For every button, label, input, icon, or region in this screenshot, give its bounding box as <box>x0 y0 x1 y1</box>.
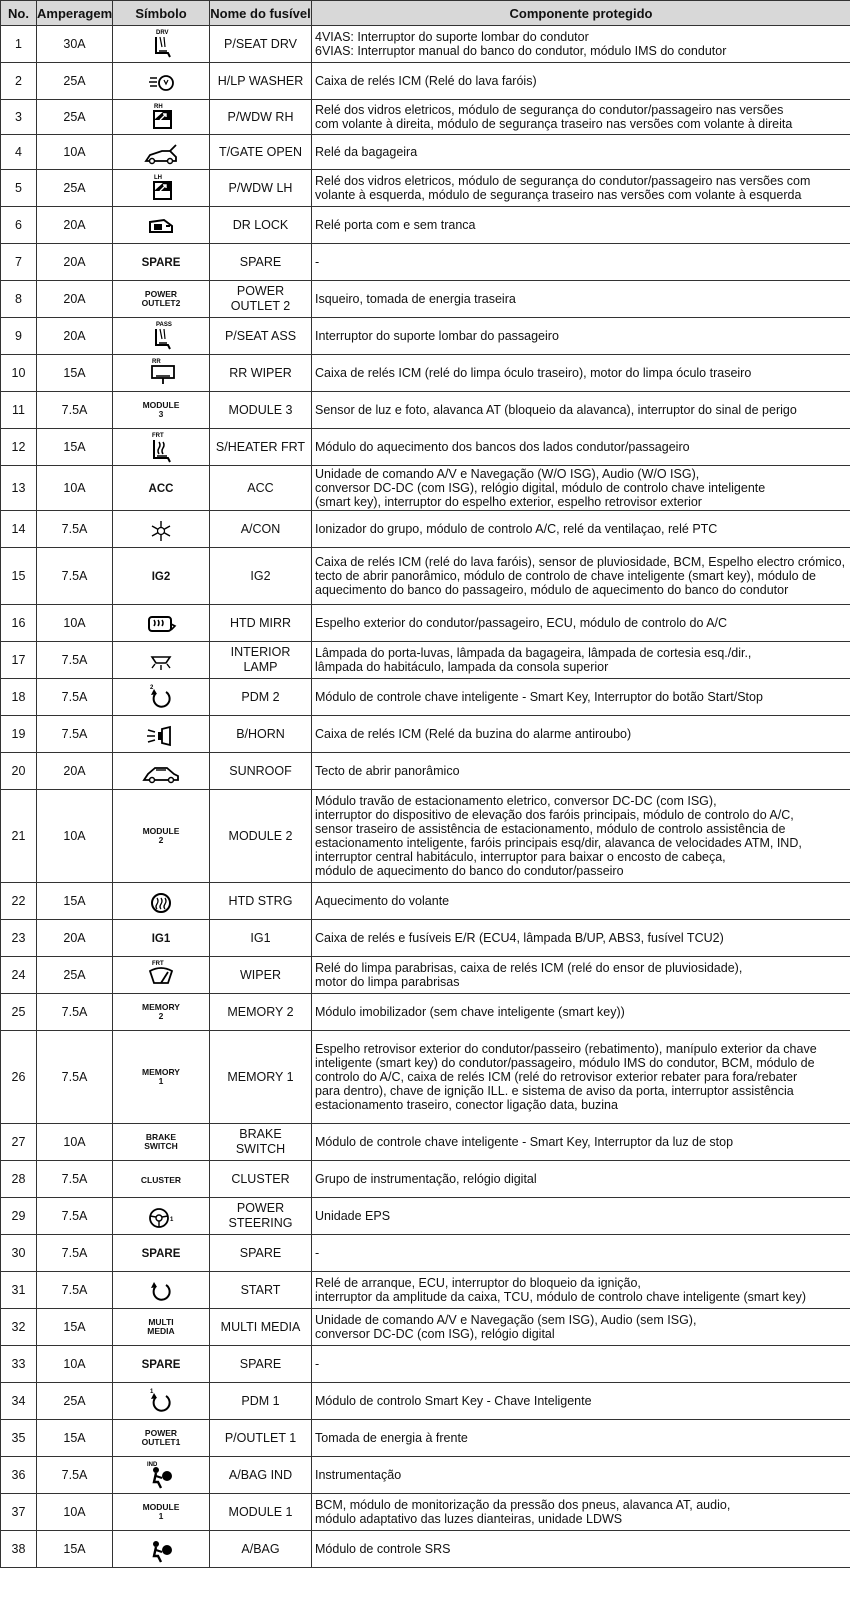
symbol-text: POWER OUTLET1 <box>141 1427 181 1447</box>
row-fuse-name: MODULE 1 <box>210 1494 312 1531</box>
row-number: 1 <box>1 26 37 63</box>
row-number: 31 <box>1 1272 37 1309</box>
table-row <box>1 1531 850 1568</box>
row-fuse-name: P/SEAT ASS <box>210 318 312 355</box>
row-fuse-name: INTERIOR LAMP <box>210 642 312 679</box>
seat-icon <box>140 27 182 61</box>
seat-heater-icon <box>140 430 182 464</box>
row-fuse-name: BRAKE SWITCH <box>210 1124 312 1161</box>
row-fuse-name: SPARE <box>210 1235 312 1272</box>
row-component: Módulo de controlo Smart Key - Chave Inteligente <box>312 1383 850 1420</box>
row-amperage: 7.5A <box>37 1272 113 1309</box>
row-number: 24 <box>1 957 37 994</box>
table-row <box>1 63 850 100</box>
row-amperage: 7.5A <box>37 511 113 548</box>
row-symbol <box>113 26 210 63</box>
row-symbol <box>113 1531 210 1568</box>
row-component: Sensor de luz e foto, alavanca AT (bloqueio da alavanca), interruptor do sinal de perigo <box>312 392 850 429</box>
symbol-label: DRV <box>156 30 169 36</box>
table-row <box>1 244 850 281</box>
row-symbol <box>113 100 210 135</box>
symbol-label: FRT <box>152 433 164 439</box>
row-symbol <box>113 1198 210 1235</box>
row-component: Caixa de relés e fusíveis E/R (ECU4, lâmpada B/UP, ABS3, fusível TCU2) <box>312 920 850 957</box>
row-amperage: 25A <box>37 957 113 994</box>
row-component: Unidade de comando A/V e Navegação (sem ISG), Audio (sem ISG), conversor DC-DC (com ISG), relógio digital <box>312 1309 850 1346</box>
row-symbol <box>113 392 210 429</box>
table-row <box>1 170 850 207</box>
table-row <box>1 605 850 642</box>
row-number: 18 <box>1 679 37 716</box>
row-symbol <box>113 1457 210 1494</box>
row-component: Módulo de controle chave inteligente - Smart Key, Interruptor da luz de stop <box>312 1124 850 1161</box>
row-amperage: 25A <box>37 100 113 135</box>
row-symbol <box>113 1272 210 1309</box>
row-symbol <box>113 957 210 994</box>
table-row <box>1 1161 850 1198</box>
row-number: 23 <box>1 920 37 957</box>
row-amperage: 10A <box>37 135 113 170</box>
rotate-arrow-icon <box>140 680 182 714</box>
row-fuse-name: SUNROOF <box>210 753 312 790</box>
row-symbol <box>113 207 210 244</box>
row-number: 26 <box>1 1031 37 1124</box>
airbag-icon <box>140 1458 182 1492</box>
row-number: 8 <box>1 281 37 318</box>
row-amperage: 15A <box>37 1531 113 1568</box>
row-amperage: 7.5A <box>37 1457 113 1494</box>
row-amperage: 7.5A <box>37 679 113 716</box>
row-component: Módulo de controle SRS <box>312 1531 850 1568</box>
row-fuse-name: T/GATE OPEN <box>210 135 312 170</box>
row-fuse-name: H/LP WASHER <box>210 63 312 100</box>
row-component: Ionizador do grupo, módulo de controlo A/C, relé da ventilaçao, relé PTC <box>312 511 850 548</box>
row-number: 16 <box>1 605 37 642</box>
row-component: Isqueiro, tomada de energia traseira <box>312 281 850 318</box>
row-number: 4 <box>1 135 37 170</box>
row-amperage: 20A <box>37 244 113 281</box>
row-amperage: 7.5A <box>37 392 113 429</box>
symbol-text: MODULE 2 <box>142 825 180 845</box>
row-amperage: 7.5A <box>37 994 113 1031</box>
row-amperage: 7.5A <box>37 1235 113 1272</box>
row-fuse-name: SPARE <box>210 244 312 281</box>
symbol-label: FRT <box>152 961 164 967</box>
row-fuse-name: HTD STRG <box>210 883 312 920</box>
symbol-text: IG2 <box>151 571 171 583</box>
symbol-label: PASS <box>156 322 172 328</box>
row-component: Caixa de relés ICM (relé do limpa óculo traseiro), motor do limpa óculo traseiro <box>312 355 850 392</box>
row-number: 35 <box>1 1420 37 1457</box>
table-row <box>1 135 850 170</box>
table-row <box>1 548 850 605</box>
row-fuse-name: B/HORN <box>210 716 312 753</box>
row-fuse-name: POWER STEERING <box>210 1198 312 1235</box>
table-row <box>1 1383 850 1420</box>
table-row <box>1 753 850 790</box>
row-component: Módulo do aquecimento dos bancos dos lados condutor/passageiro <box>312 429 850 466</box>
symbol-label: 1 <box>150 1389 154 1395</box>
row-component: Relé dos vidros eletricos, módulo de segurança do condutor/passageiro nas versões com volante à esquerda, módulo de segurança traseiro nas versões com volante à esquerda <box>312 170 850 207</box>
symbol-label: IND <box>147 1462 158 1468</box>
row-symbol <box>113 548 210 605</box>
row-component: Unidade de comando A/V e Navegação (W/O ISG), Audio (W/O ISG), conversor DC-DC (com ISG), relógio digital, módulo de controlo chave inteligente (smart key), interruptor do espelho exterior, espelho retrovisor exterior <box>312 466 850 511</box>
row-symbol <box>113 920 210 957</box>
row-amperage: 15A <box>37 355 113 392</box>
row-number: 20 <box>1 753 37 790</box>
row-fuse-name: PDM 1 <box>210 1383 312 1420</box>
row-fuse-name: A/BAG IND <box>210 1457 312 1494</box>
symbol-text: MODULE 1 <box>142 1501 180 1521</box>
row-number: 12 <box>1 429 37 466</box>
row-fuse-name: HTD MIRR <box>210 605 312 642</box>
seat-icon <box>140 319 182 353</box>
header-symbol: Símbolo <box>113 1 210 26</box>
rotate-arrow-icon <box>140 1384 182 1418</box>
row-amperage: 15A <box>37 1309 113 1346</box>
row-amperage: 25A <box>37 1383 113 1420</box>
row-number: 22 <box>1 883 37 920</box>
row-amperage: 10A <box>37 605 113 642</box>
row-symbol <box>113 170 210 207</box>
row-symbol <box>113 63 210 100</box>
symbol-text: MULTI MEDIA <box>147 1316 175 1336</box>
sunroof-car-icon <box>140 754 182 788</box>
row-number: 11 <box>1 392 37 429</box>
symbol-text: CLUSTER <box>140 1175 182 1185</box>
row-number: 33 <box>1 1346 37 1383</box>
row-component: Interruptor do suporte lombar do passageiro <box>312 318 850 355</box>
symbol-text: MEMORY 2 <box>142 1001 180 1021</box>
header-component: Componente protegido <box>312 1 850 26</box>
table-row <box>1 790 850 883</box>
table-row <box>1 392 850 429</box>
row-fuse-name: S/HEATER FRT <box>210 429 312 466</box>
row-amperage: 15A <box>37 1420 113 1457</box>
row-fuse-name: WIPER <box>210 957 312 994</box>
row-fuse-name: MEMORY 2 <box>210 994 312 1031</box>
row-fuse-name: ACC <box>210 466 312 511</box>
row-fuse-name: P/WDW LH <box>210 170 312 207</box>
row-number: 9 <box>1 318 37 355</box>
row-symbol <box>113 994 210 1031</box>
tailgate-icon <box>140 135 182 169</box>
row-number: 10 <box>1 355 37 392</box>
row-symbol <box>113 511 210 548</box>
row-symbol <box>113 1235 210 1272</box>
row-component: Relé porta com e sem tranca <box>312 207 850 244</box>
symbol-label: RH <box>154 104 163 110</box>
row-amperage: 10A <box>37 1494 113 1531</box>
row-component: Tomada de energia à frente <box>312 1420 850 1457</box>
headlamp-washer-icon <box>140 64 182 98</box>
header-row <box>1 1 850 26</box>
row-fuse-name: IG2 <box>210 548 312 605</box>
table-row <box>1 957 850 994</box>
row-fuse-name: RR WIPER <box>210 355 312 392</box>
symbol-text: BRAKE SWITCH <box>144 1131 178 1151</box>
row-number: 25 <box>1 994 37 1031</box>
row-amperage: 15A <box>37 883 113 920</box>
row-symbol <box>113 244 210 281</box>
row-number: 19 <box>1 716 37 753</box>
row-fuse-name: P/SEAT DRV <box>210 26 312 63</box>
steering-wheel-icon <box>140 1199 182 1233</box>
row-component: Caixa de relés ICM (Relé da buzina do alarme antiroubo) <box>312 716 850 753</box>
row-number: 6 <box>1 207 37 244</box>
table-row <box>1 1124 850 1161</box>
rotate-arrow-icon <box>140 1273 182 1307</box>
row-component: Relé dos vidros eletricos, módulo de segurança do condutor/passageiro nas versões com volante à direita, módulo de segurança traseiro nas versões com volante à direita <box>312 100 850 135</box>
row-component: Relé do limpa parabrisas, caixa de relés ICM (relé do ensor de pluviosidade), motor do limpa parabrisas <box>312 957 850 994</box>
row-amperage: 10A <box>37 466 113 511</box>
row-amperage: 7.5A <box>37 548 113 605</box>
table-row <box>1 1031 850 1124</box>
power-window-icon <box>140 171 182 205</box>
row-component: - <box>312 1235 850 1272</box>
row-component: BCM, módulo de monitorização da pressão dos pneus, alavanca AT, audio, módulo adaptativo das luzes dianteiras, unidade LDWS <box>312 1494 850 1531</box>
table-row <box>1 1457 850 1494</box>
heated-steering-icon <box>140 884 182 918</box>
row-number: 21 <box>1 790 37 883</box>
row-component: Instrumentação <box>312 1457 850 1494</box>
row-number: 3 <box>1 100 37 135</box>
table-row <box>1 355 850 392</box>
row-fuse-name: P/OUTLET 1 <box>210 1420 312 1457</box>
row-amperage: 20A <box>37 318 113 355</box>
row-component: Espelho exterior do condutor/passageiro, ECU, módulo de controlo do A/C <box>312 605 850 642</box>
row-component: Caixa de relés ICM (Relé do lava faróis) <box>312 63 850 100</box>
symbol-text: ACC <box>148 483 174 495</box>
row-number: 28 <box>1 1161 37 1198</box>
row-component: 4VIAS: Interruptor do suporte lombar do condutor 6VIAS: Interruptor manual do banco do condutor, módulo IMS do condutor <box>312 26 850 63</box>
row-component: Unidade EPS <box>312 1198 850 1235</box>
row-number: 7 <box>1 244 37 281</box>
row-component: Módulo de controle chave inteligente - Smart Key, Interruptor do botão Start/Stop <box>312 679 850 716</box>
row-symbol <box>113 1031 210 1124</box>
row-number: 38 <box>1 1531 37 1568</box>
row-symbol <box>113 790 210 883</box>
row-number: 29 <box>1 1198 37 1235</box>
row-symbol <box>113 1346 210 1383</box>
row-number: 27 <box>1 1124 37 1161</box>
symbol-label: 2 <box>150 685 154 691</box>
row-fuse-name: CLUSTER <box>210 1161 312 1198</box>
row-fuse-name: A/CON <box>210 511 312 548</box>
row-fuse-name: SPARE <box>210 1346 312 1383</box>
row-symbol <box>113 281 210 318</box>
row-number: 30 <box>1 1235 37 1272</box>
row-symbol <box>113 1420 210 1457</box>
header-fuse-name: Nome do fusível <box>210 1 312 26</box>
row-symbol <box>113 642 210 679</box>
power-window-icon <box>140 100 182 134</box>
table-row <box>1 466 850 511</box>
row-number: 15 <box>1 548 37 605</box>
row-fuse-name: PDM 2 <box>210 679 312 716</box>
row-number: 5 <box>1 170 37 207</box>
table-row <box>1 1494 850 1531</box>
symbol-label: LH <box>154 175 162 181</box>
row-fuse-name: IG1 <box>210 920 312 957</box>
row-amperage: 25A <box>37 63 113 100</box>
row-number: 13 <box>1 466 37 511</box>
snowflake-icon <box>140 512 182 546</box>
row-symbol <box>113 1383 210 1420</box>
table-row <box>1 994 850 1031</box>
rear-wiper-icon <box>140 356 182 390</box>
row-symbol <box>113 883 210 920</box>
row-amperage: 20A <box>37 753 113 790</box>
row-component: Relé de arranque, ECU, interruptor do bloqueio da ignição, interruptor da amplitude da caixa, TCU, módulo de controlo chave inteligente (smart key) <box>312 1272 850 1309</box>
symbol-label: 1 <box>170 1217 174 1223</box>
row-symbol <box>113 716 210 753</box>
row-component: Espelho retrovisor exterior do condutor/passeiro (rebatimento), manípulo exterior da chave inteligente (smart key) do condutor/passageiro, módulo IMS do condutor, BCM, módulo de controlo do A/C, caixa de relés ICM (relé do retrovisor exterior rebater para fora/rebater para dentro), chave de ignição ILL. e sistema de aviso da porta, interruptor assistência estacionamento traseiro, conector ligação data, buzina <box>312 1031 850 1124</box>
symbol-text: SPARE <box>141 257 181 269</box>
row-number: 36 <box>1 1457 37 1494</box>
row-symbol <box>113 466 210 511</box>
row-amperage: 20A <box>37 920 113 957</box>
row-fuse-name: POWER OUTLET 2 <box>210 281 312 318</box>
heated-mirror-icon <box>140 606 182 640</box>
row-fuse-name: DR LOCK <box>210 207 312 244</box>
row-amperage: 20A <box>37 207 113 244</box>
table-row <box>1 642 850 679</box>
door-lock-icon <box>140 208 182 242</box>
row-amperage: 7.5A <box>37 1161 113 1198</box>
row-amperage: 10A <box>37 1346 113 1383</box>
table-row <box>1 1346 850 1383</box>
table-row <box>1 1309 850 1346</box>
row-component: Tecto de abrir panorâmico <box>312 753 850 790</box>
row-component: Grupo de instrumentação, relógio digital <box>312 1161 850 1198</box>
row-symbol <box>113 135 210 170</box>
row-symbol <box>113 753 210 790</box>
row-amperage: 7.5A <box>37 716 113 753</box>
row-fuse-name: MULTI MEDIA <box>210 1309 312 1346</box>
table-row <box>1 318 850 355</box>
table-row <box>1 679 850 716</box>
table-row <box>1 100 850 135</box>
table-row <box>1 883 850 920</box>
table-row <box>1 207 850 244</box>
row-amperage: 10A <box>37 1124 113 1161</box>
symbol-text: SPARE <box>141 1248 181 1260</box>
front-wiper-icon <box>140 958 182 992</box>
row-fuse-name: MODULE 3 <box>210 392 312 429</box>
header-no: No. <box>1 1 37 26</box>
row-component: Caixa de relés ICM (relé do lava faróis), sensor de pluviosidade, BCM, Espelho electro crómico, tecto de abrir panorâmico, módulo de controlo de chave inteligente (smart key), módulo de aquecimento do banco do passageiro, módulo de aquecimento do banco do condutor <box>312 548 850 605</box>
table-row <box>1 26 850 63</box>
row-symbol <box>113 355 210 392</box>
row-component: Lâmpada do porta-luvas, lâmpada da bagageira, lâmpada de cortesia esq./dir., lâmpada do habitáculo, lampada da consola superior <box>312 642 850 679</box>
row-amperage: 7.5A <box>37 642 113 679</box>
row-symbol <box>113 1124 210 1161</box>
symbol-label: RR <box>152 359 161 365</box>
row-amperage: 10A <box>37 790 113 883</box>
symbol-text: IG1 <box>151 933 171 945</box>
row-component: Relé da bagageira <box>312 135 850 170</box>
table-row <box>1 1235 850 1272</box>
row-amperage: 30A <box>37 26 113 63</box>
row-amperage: 20A <box>37 281 113 318</box>
row-number: 32 <box>1 1309 37 1346</box>
header-amperage: Amperagem <box>37 1 113 26</box>
row-number: 2 <box>1 63 37 100</box>
row-component: Aquecimento do volante <box>312 883 850 920</box>
row-amperage: 7.5A <box>37 1031 113 1124</box>
row-number: 14 <box>1 511 37 548</box>
row-component: Módulo imobilizador (sem chave inteligente (smart key)) <box>312 994 850 1031</box>
horn-icon <box>140 717 182 751</box>
table-row <box>1 1198 850 1235</box>
row-number: 34 <box>1 1383 37 1420</box>
airbag-icon <box>140 1532 182 1566</box>
row-component: - <box>312 1346 850 1383</box>
row-symbol <box>113 1494 210 1531</box>
row-fuse-name: MODULE 2 <box>210 790 312 883</box>
symbol-text: MODULE 3 <box>142 399 180 419</box>
row-symbol <box>113 605 210 642</box>
row-number: 17 <box>1 642 37 679</box>
row-number: 37 <box>1 1494 37 1531</box>
row-symbol <box>113 679 210 716</box>
row-fuse-name: P/WDW RH <box>210 100 312 135</box>
row-symbol <box>113 1161 210 1198</box>
table-row <box>1 920 850 957</box>
row-fuse-name: START <box>210 1272 312 1309</box>
row-component: Módulo travão de estacionamento eletrico, conversor DC-DC (com ISG), interruptor do dispositivo de elevação dos faróis principais, módulo de controlo do A/C, sensor traseiro de assistência de estacionamento, módulo de controlo assistência de estacionamento inteligente, faróis principais esq/dir, alavanca de velocidades ATM, IND, interruptor central habitáculo, interruptor para baixar o encosto de cabeça, módulo de aquecimento do banco do condutor/passeiro <box>312 790 850 883</box>
row-component: - <box>312 244 850 281</box>
symbol-text: SPARE <box>141 1359 181 1371</box>
row-amperage: 15A <box>37 429 113 466</box>
row-amperage: 25A <box>37 170 113 207</box>
row-symbol <box>113 1309 210 1346</box>
row-amperage: 7.5A <box>37 1198 113 1235</box>
row-symbol <box>113 318 210 355</box>
symbol-text: MEMORY 1 <box>142 1066 180 1086</box>
table-row <box>1 281 850 318</box>
table-row <box>1 429 850 466</box>
row-fuse-name: MEMORY 1 <box>210 1031 312 1124</box>
table-row <box>1 511 850 548</box>
table-row <box>1 1420 850 1457</box>
row-symbol <box>113 429 210 466</box>
table-row <box>1 1272 850 1309</box>
interior-lamp-icon <box>140 643 182 677</box>
symbol-text: POWER OUTLET2 <box>141 288 181 308</box>
table-row <box>1 716 850 753</box>
row-fuse-name: A/BAG <box>210 1531 312 1568</box>
